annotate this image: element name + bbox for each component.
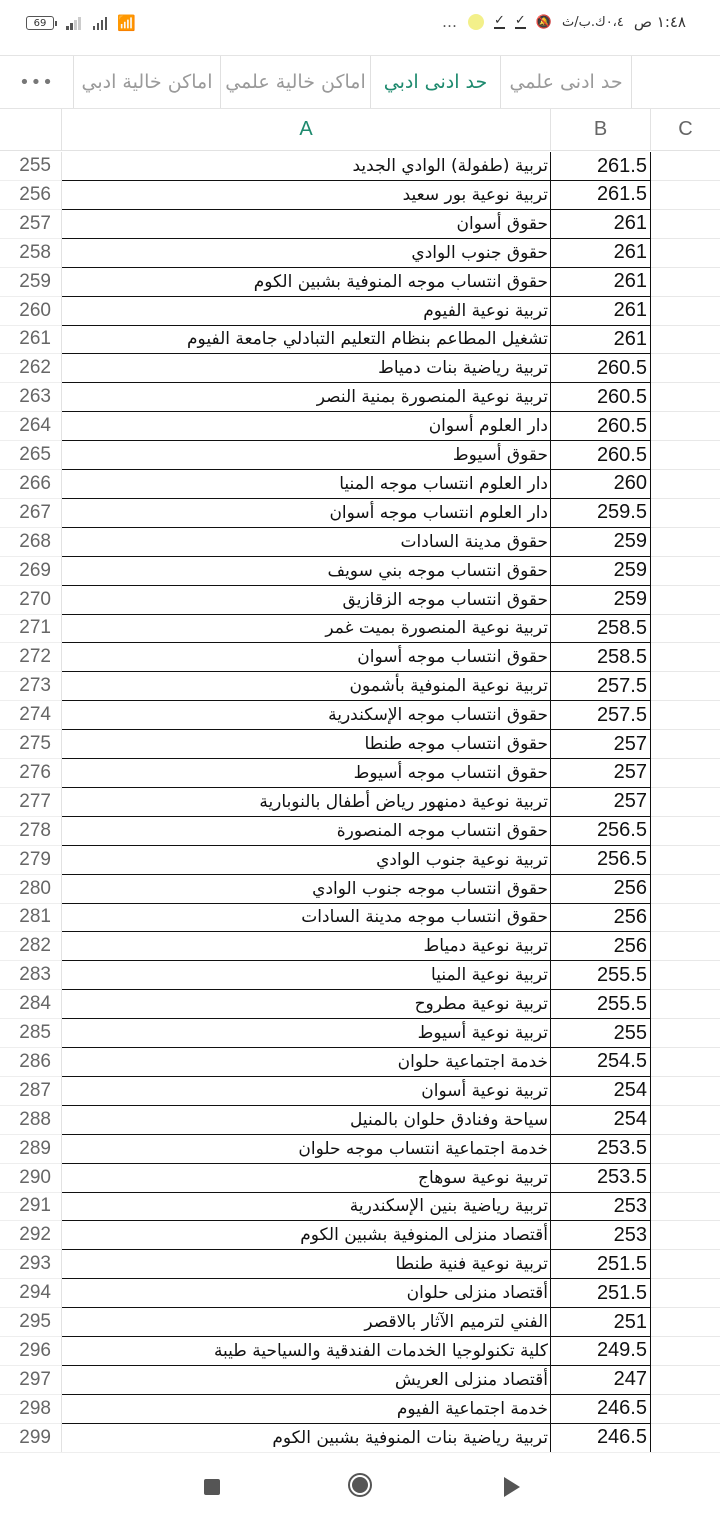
- table-row: [0, 846, 720, 875]
- overflow-notifications-icon: …: [441, 13, 458, 31]
- table-row: [0, 528, 720, 557]
- row-number[interactable]: 263: [0, 383, 62, 412]
- cell-b[interactable]: 254: [551, 1106, 651, 1135]
- cell-b[interactable]: 251: [551, 1308, 651, 1337]
- cell-c[interactable]: [651, 672, 720, 701]
- cell-a[interactable]: تربية نوعية دمياط: [62, 932, 551, 961]
- wifi-icon: 📶: [117, 14, 136, 32]
- cell-b[interactable]: 257: [551, 759, 651, 788]
- cell-a[interactable]: سياحة وفنادق حلوان بالمنيل: [62, 1106, 551, 1135]
- cell-a[interactable]: حقوق انتساب موجه أسيوط: [62, 759, 551, 788]
- cell-b[interactable]: 253: [551, 1192, 651, 1221]
- cell-b[interactable]: 257.5: [551, 701, 651, 730]
- cell-c[interactable]: [651, 441, 720, 470]
- cell-a[interactable]: تربية نوعية الفيوم: [62, 297, 551, 326]
- table-row: [0, 1221, 720, 1250]
- home-button[interactable]: [348, 1473, 372, 1497]
- cell-c[interactable]: [651, 614, 720, 643]
- bell-muted-icon: 🔕: [535, 14, 552, 30]
- cell-a[interactable]: أقتصاد منزلى المنوفية بشبين الكوم: [62, 1221, 551, 1250]
- cell-a[interactable]: حقوق أسيوط: [62, 441, 551, 470]
- cell-b[interactable]: 261.5: [551, 152, 651, 181]
- cell-a[interactable]: حقوق انتساب موجه بني سويف: [62, 557, 551, 586]
- row-number[interactable]: 295: [0, 1308, 62, 1337]
- cell-a[interactable]: تربية نوعية مطروح: [62, 990, 551, 1019]
- signal-icon: [66, 16, 81, 30]
- row-number[interactable]: 288: [0, 1106, 62, 1135]
- cell-b[interactable]: 260.5: [551, 383, 651, 412]
- table-row: [0, 470, 720, 499]
- cell-c[interactable]: [651, 961, 720, 990]
- row-number[interactable]: 279: [0, 846, 62, 875]
- cell-a[interactable]: أقتصاد منزلى حلوان: [62, 1279, 551, 1308]
- cell-c[interactable]: [651, 528, 720, 557]
- cell-a[interactable]: خدمة اجتماعية حلوان: [62, 1048, 551, 1077]
- table-row: [0, 297, 720, 326]
- table-row: [0, 354, 720, 383]
- cell-c[interactable]: [651, 1279, 720, 1308]
- table-row: [0, 1366, 720, 1395]
- cell-b[interactable]: 255.5: [551, 961, 651, 990]
- table-row: [0, 325, 720, 354]
- cell-c[interactable]: [651, 932, 720, 961]
- cell-c[interactable]: [651, 875, 720, 904]
- row-number[interactable]: 274: [0, 701, 62, 730]
- cell-c[interactable]: [651, 1250, 720, 1279]
- cell-b[interactable]: 258.5: [551, 614, 651, 643]
- cell-b[interactable]: 256.5: [551, 817, 651, 846]
- cell-c[interactable]: [651, 1164, 720, 1193]
- cell-a[interactable]: دار العلوم انتساب موجه المنيا: [62, 470, 551, 499]
- cell-c[interactable]: [651, 1221, 720, 1250]
- row-number[interactable]: 281: [0, 903, 62, 932]
- cell-b[interactable]: 253: [551, 1221, 651, 1250]
- cell-c[interactable]: [651, 817, 720, 846]
- table-row: [0, 643, 720, 672]
- sheet-tabs: [0, 55, 720, 109]
- android-nav-bar: [0, 1452, 720, 1521]
- cell-b[interactable]: 259: [551, 586, 651, 615]
- cell-a[interactable]: كلية تكنولوجيا الخدمات الفندقية والسياحية طيبة: [62, 1337, 551, 1366]
- cell-a[interactable]: حقوق مدينة السادات: [62, 528, 551, 557]
- cell-c[interactable]: [651, 268, 720, 297]
- cell-c[interactable]: [651, 1135, 720, 1164]
- row-number[interactable]: 259: [0, 268, 62, 297]
- table-row: [0, 990, 720, 1019]
- check-icon: ✓: [493, 13, 505, 28]
- cell-c[interactable]: [651, 412, 720, 441]
- table-row: [0, 441, 720, 470]
- table-row: [0, 614, 720, 643]
- row-number[interactable]: 292: [0, 1221, 62, 1250]
- row-number[interactable]: 287: [0, 1077, 62, 1106]
- cell-a[interactable]: حقوق انتساب موجه المنصورة: [62, 817, 551, 846]
- row-number[interactable]: 275: [0, 730, 62, 759]
- cell-a[interactable]: تربية نوعية أسوان: [62, 1077, 551, 1106]
- cell-c[interactable]: [651, 1019, 720, 1048]
- row-number[interactable]: 278: [0, 817, 62, 846]
- table-row: [0, 268, 720, 297]
- table-row: [0, 499, 720, 528]
- cell-b[interactable]: 261: [551, 268, 651, 297]
- table-row: [0, 383, 720, 412]
- cell-a[interactable]: دار العلوم انتساب موجه أسوان: [62, 499, 551, 528]
- row-number[interactable]: 273: [0, 672, 62, 701]
- tab-min-science[interactable]: حد ادنى علمي: [500, 56, 632, 108]
- table-row: [0, 1164, 720, 1193]
- cell-c[interactable]: [651, 325, 720, 354]
- table-row: [0, 1395, 720, 1424]
- row-number[interactable]: 282: [0, 932, 62, 961]
- row-number[interactable]: 286: [0, 1048, 62, 1077]
- row-number[interactable]: 284: [0, 990, 62, 1019]
- cell-b[interactable]: 256: [551, 932, 651, 961]
- cell-b[interactable]: 249.5: [551, 1337, 651, 1366]
- table-row: [0, 817, 720, 846]
- cell-a[interactable]: حقوق انتساب موجه الإسكندرية: [62, 701, 551, 730]
- cell-a[interactable]: الفني لترميم الآثار بالاقصر: [62, 1308, 551, 1337]
- table-row: [0, 1106, 720, 1135]
- cell-a[interactable]: تربية نوعية دمنهور رياض أطفال بالنوبارية: [62, 788, 551, 817]
- cell-a[interactable]: حقوق انتساب موجه المنوفية بشبين الكوم: [62, 268, 551, 297]
- cell-a[interactable]: تربية رياضية بنين الإسكندرية: [62, 1192, 551, 1221]
- cell-a[interactable]: تربية رياضية بنات المنوفية بشبين الكوم: [62, 1424, 551, 1453]
- cell-a[interactable]: حقوق انتساب موجه طنطا: [62, 730, 551, 759]
- cell-a[interactable]: تربية نوعية المنوفية بأشمون: [62, 672, 551, 701]
- cell-c[interactable]: [651, 1395, 720, 1424]
- row-number[interactable]: 260: [0, 297, 62, 326]
- check-icon: ✓: [514, 13, 526, 28]
- cell-c[interactable]: [651, 1106, 720, 1135]
- table-row: [0, 1019, 720, 1048]
- whatsapp-icon: [468, 14, 484, 30]
- cell-c[interactable]: [651, 470, 720, 499]
- row-number[interactable]: 297: [0, 1366, 62, 1395]
- cell-c[interactable]: [651, 701, 720, 730]
- cell-c[interactable]: [651, 1424, 720, 1453]
- more-tabs-button[interactable]: •••: [19, 71, 54, 93]
- row-number[interactable]: 271: [0, 614, 62, 643]
- cell-a[interactable]: حقوق جنوب الوادي: [62, 239, 551, 268]
- cell-b[interactable]: 247: [551, 1366, 651, 1395]
- cell-c[interactable]: [651, 499, 720, 528]
- cell-b[interactable]: 261: [551, 239, 651, 268]
- row-number[interactable]: 291: [0, 1192, 62, 1221]
- cell-c[interactable]: [651, 1366, 720, 1395]
- cell-a[interactable]: تربية نوعية المنصورة بمنية النصر: [62, 383, 551, 412]
- battery-level: 69: [33, 17, 47, 29]
- cell-a[interactable]: تربية رياضية بنات دمياط: [62, 354, 551, 383]
- row-number[interactable]: 267: [0, 499, 62, 528]
- table-row: [0, 1424, 720, 1453]
- select-all-corner[interactable]: [0, 109, 62, 151]
- cell-c[interactable]: [651, 383, 720, 412]
- battery-icon: [26, 16, 54, 30]
- row-number[interactable]: 264: [0, 412, 62, 441]
- table-row: [0, 586, 720, 615]
- cell-a[interactable]: تربية نوعية فنية طنطا: [62, 1250, 551, 1279]
- cell-b[interactable]: 261: [551, 210, 651, 239]
- cell-c[interactable]: [651, 903, 720, 932]
- cell-c[interactable]: [651, 181, 720, 210]
- row-number[interactable]: 276: [0, 759, 62, 788]
- row-number[interactable]: 262: [0, 354, 62, 383]
- cell-c[interactable]: [651, 586, 720, 615]
- row-number[interactable]: 293: [0, 1250, 62, 1279]
- table-row: [0, 932, 720, 961]
- cell-a[interactable]: خدمة اجتماعية انتساب موجه حلوان: [62, 1135, 551, 1164]
- cell-b[interactable]: 261: [551, 325, 651, 354]
- cell-b[interactable]: 259: [551, 557, 651, 586]
- cell-b[interactable]: 256: [551, 903, 651, 932]
- row-number[interactable]: 255: [0, 152, 62, 181]
- cell-b[interactable]: 259.5: [551, 499, 651, 528]
- cell-b[interactable]: 260.5: [551, 354, 651, 383]
- row-number[interactable]: 290: [0, 1164, 62, 1193]
- status-left: [26, 14, 136, 32]
- row-number[interactable]: 266: [0, 470, 62, 499]
- table-row: [0, 875, 720, 904]
- table-row: [0, 903, 720, 932]
- table-row: [0, 730, 720, 759]
- row-number[interactable]: 298: [0, 1395, 62, 1424]
- cell-b[interactable]: 246.5: [551, 1395, 651, 1424]
- cell-a[interactable]: حقوق انتساب موجه الزقازيق: [62, 586, 551, 615]
- cell-b[interactable]: 254.5: [551, 1048, 651, 1077]
- cell-c[interactable]: [651, 788, 720, 817]
- table-row: [0, 672, 720, 701]
- row-number[interactable]: 277: [0, 788, 62, 817]
- cell-b[interactable]: 257: [551, 788, 651, 817]
- table-row: [0, 239, 720, 268]
- cell-a[interactable]: تربية نوعية المنصورة بميت غمر: [62, 614, 551, 643]
- cell-a[interactable]: تربية نوعية بور سعيد: [62, 181, 551, 210]
- cell-a[interactable]: تربية نوعية سوهاج: [62, 1164, 551, 1193]
- cell-a[interactable]: حقوق أسوان: [62, 210, 551, 239]
- row-number[interactable]: 289: [0, 1135, 62, 1164]
- cell-a[interactable]: تربية (طفولة) الوادي الجديد: [62, 152, 551, 181]
- row-number[interactable]: 269: [0, 557, 62, 586]
- table-row: [0, 181, 720, 210]
- tab-empty-seats-science[interactable]: اماكن خالية علمي: [220, 56, 370, 108]
- row-number[interactable]: 299: [0, 1424, 62, 1453]
- cell-a[interactable]: تربية نوعية جنوب الوادي: [62, 846, 551, 875]
- cell-b[interactable]: 257: [551, 730, 651, 759]
- cell-a[interactable]: حقوق انتساب موجه أسوان: [62, 643, 551, 672]
- table-row: [0, 1048, 720, 1077]
- row-number[interactable]: 265: [0, 441, 62, 470]
- table-row: [0, 759, 720, 788]
- table-row: [0, 1250, 720, 1279]
- cell-b[interactable]: 246.5: [551, 1424, 651, 1453]
- signal-icon: [93, 16, 108, 30]
- cell-c[interactable]: [651, 1048, 720, 1077]
- row-number[interactable]: 258: [0, 239, 62, 268]
- cell-c[interactable]: [651, 990, 720, 1019]
- table-row: [0, 1077, 720, 1106]
- cell-b[interactable]: 251.5: [551, 1279, 651, 1308]
- row-number[interactable]: 257: [0, 210, 62, 239]
- tab-min-literary[interactable]: حد ادنى ادبي: [370, 56, 500, 108]
- row-number[interactable]: 283: [0, 961, 62, 990]
- cell-a[interactable]: دار العلوم أسوان: [62, 412, 551, 441]
- cell-c[interactable]: [651, 846, 720, 875]
- cell-b[interactable]: 260: [551, 470, 651, 499]
- table-row: [0, 1279, 720, 1308]
- cell-c[interactable]: [651, 643, 720, 672]
- cell-a[interactable]: تربية نوعية المنيا: [62, 961, 551, 990]
- table-row: [0, 788, 720, 817]
- cell-b[interactable]: 259: [551, 528, 651, 557]
- table-row: [0, 1337, 720, 1366]
- table-row: [0, 557, 720, 586]
- cell-b[interactable]: 260.5: [551, 441, 651, 470]
- cell-b[interactable]: 258.5: [551, 643, 651, 672]
- row-number[interactable]: 270: [0, 586, 62, 615]
- status-bar: [0, 0, 720, 50]
- cell-a[interactable]: حقوق انتساب موجه مدينة السادات: [62, 903, 551, 932]
- cell-b[interactable]: 257.5: [551, 672, 651, 701]
- cell-a[interactable]: تربية نوعية أسيوط: [62, 1019, 551, 1048]
- home-icon: [352, 1477, 368, 1493]
- cell-a[interactable]: أقتصاد منزلى العريش: [62, 1366, 551, 1395]
- cell-b[interactable]: 256.5: [551, 846, 651, 875]
- column-header-c[interactable]: C: [651, 109, 720, 151]
- cell-c[interactable]: [651, 239, 720, 268]
- table-row: [0, 210, 720, 239]
- cell-b[interactable]: 253.5: [551, 1135, 651, 1164]
- recents-button[interactable]: [204, 1479, 220, 1495]
- column-header-a[interactable]: A: [62, 109, 551, 151]
- cell-c[interactable]: [651, 1077, 720, 1106]
- cell-b[interactable]: 255: [551, 1019, 651, 1048]
- table-row: [0, 412, 720, 441]
- back-button[interactable]: [504, 1477, 520, 1497]
- cell-b[interactable]: 255.5: [551, 990, 651, 1019]
- row-number[interactable]: 268: [0, 528, 62, 557]
- cell-c[interactable]: [651, 730, 720, 759]
- table-row: [0, 1308, 720, 1337]
- cell-c[interactable]: [651, 557, 720, 586]
- cell-c[interactable]: [651, 1337, 720, 1366]
- cell-c[interactable]: [651, 297, 720, 326]
- table-row: [0, 701, 720, 730]
- row-number[interactable]: 256: [0, 181, 62, 210]
- row-number[interactable]: 296: [0, 1337, 62, 1366]
- column-header-b[interactable]: B: [551, 109, 651, 151]
- status-right: [442, 13, 686, 31]
- network-speed: ٠،٤ك.ب/ث: [561, 14, 624, 30]
- cell-b[interactable]: 261.5: [551, 181, 651, 210]
- cell-b[interactable]: 260.5: [551, 412, 651, 441]
- cell-c[interactable]: [651, 759, 720, 788]
- row-number[interactable]: 285: [0, 1019, 62, 1048]
- table-row: [0, 961, 720, 990]
- table-row: [0, 152, 720, 181]
- clock: ١:٤٨ ص: [633, 13, 686, 31]
- cell-c[interactable]: [651, 354, 720, 383]
- cell-c[interactable]: [651, 210, 720, 239]
- cell-b[interactable]: 253.5: [551, 1164, 651, 1193]
- cell-b[interactable]: 261: [551, 297, 651, 326]
- table-row: [0, 1192, 720, 1221]
- cell-a[interactable]: خدمة اجتماعية الفيوم: [62, 1395, 551, 1424]
- cell-b[interactable]: 251.5: [551, 1250, 651, 1279]
- row-number[interactable]: 280: [0, 875, 62, 904]
- row-number[interactable]: 294: [0, 1279, 62, 1308]
- cell-b[interactable]: 256: [551, 875, 651, 904]
- row-number[interactable]: 261: [0, 325, 62, 354]
- cell-b[interactable]: 254: [551, 1077, 651, 1106]
- tab-empty-seats-literary[interactable]: اماكن خالية ادبي: [73, 56, 220, 108]
- table-row: [0, 1135, 720, 1164]
- cell-c[interactable]: [651, 152, 720, 181]
- cell-c[interactable]: [651, 1308, 720, 1337]
- cell-c[interactable]: [651, 1192, 720, 1221]
- row-number[interactable]: 272: [0, 643, 62, 672]
- cell-a[interactable]: تشغيل المطاعم بنظام التعليم التبادلي جامعة الفيوم: [62, 325, 551, 354]
- cell-a[interactable]: حقوق انتساب موجه جنوب الوادي: [62, 875, 551, 904]
